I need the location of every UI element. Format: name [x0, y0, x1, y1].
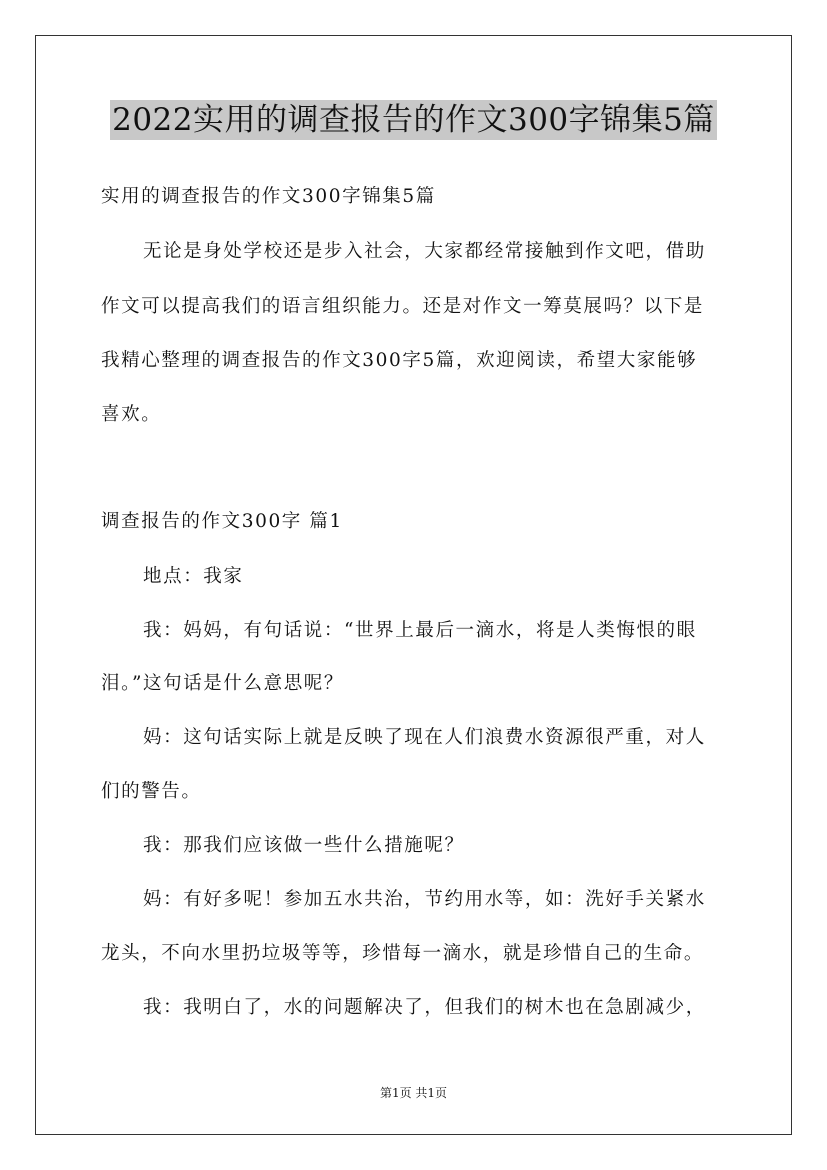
body-line-2: 我：妈妈，有句话说：“世界上最后一滴水，将是人类悔恨的眼	[143, 620, 697, 641]
body-line-7: 妈：有好多呢！参加五水共治，节约用水等，如：洗好手关紧水	[143, 889, 706, 910]
body-line-3: 泪。”这句话是什么意思呢？	[101, 673, 345, 694]
intro-line-4: 喜欢。	[101, 404, 162, 425]
body-line-9: 我：我明白了，水的问题解决了，但我们的树木也在急剧减少，	[143, 997, 706, 1018]
document-subtitle: 实用的调查报告的作文300字锦集5篇	[101, 186, 436, 207]
document-title: 2022实用的调查报告的作文300字锦集5篇	[112, 102, 715, 138]
intro-line-3: 我精心整理的调查报告的作文300字5篇，欢迎阅读，希望大家能够	[101, 350, 698, 371]
intro-line-1: 无论是身处学校还是步入社会，大家都经常接触到作文吧，借助	[143, 241, 706, 262]
body-line-6: 我：那我们应该做一些什么措施呢？	[143, 835, 465, 856]
body-line-5: 们的警告。	[101, 781, 202, 802]
body-line-8: 龙头，不向水里扔垃圾等等，珍惜每一滴水，就是珍惜自己的生命。	[101, 943, 705, 964]
body-line-4: 妈：这句话实际上就是反映了现在人们浪费水资源很严重，对人	[143, 727, 706, 748]
body-line-1: 地点：我家	[143, 566, 244, 587]
title-wrap	[0, 100, 827, 140]
page-footer	[0, 1084, 827, 1101]
page-number-label: 第1页 共1页	[379, 1086, 448, 1100]
intro-line-2: 作文可以提高我们的语言组织能力。还是对作文一筹莫展吗？以下是	[101, 296, 705, 317]
section-heading: 调查报告的作文300字 篇1	[101, 511, 343, 532]
